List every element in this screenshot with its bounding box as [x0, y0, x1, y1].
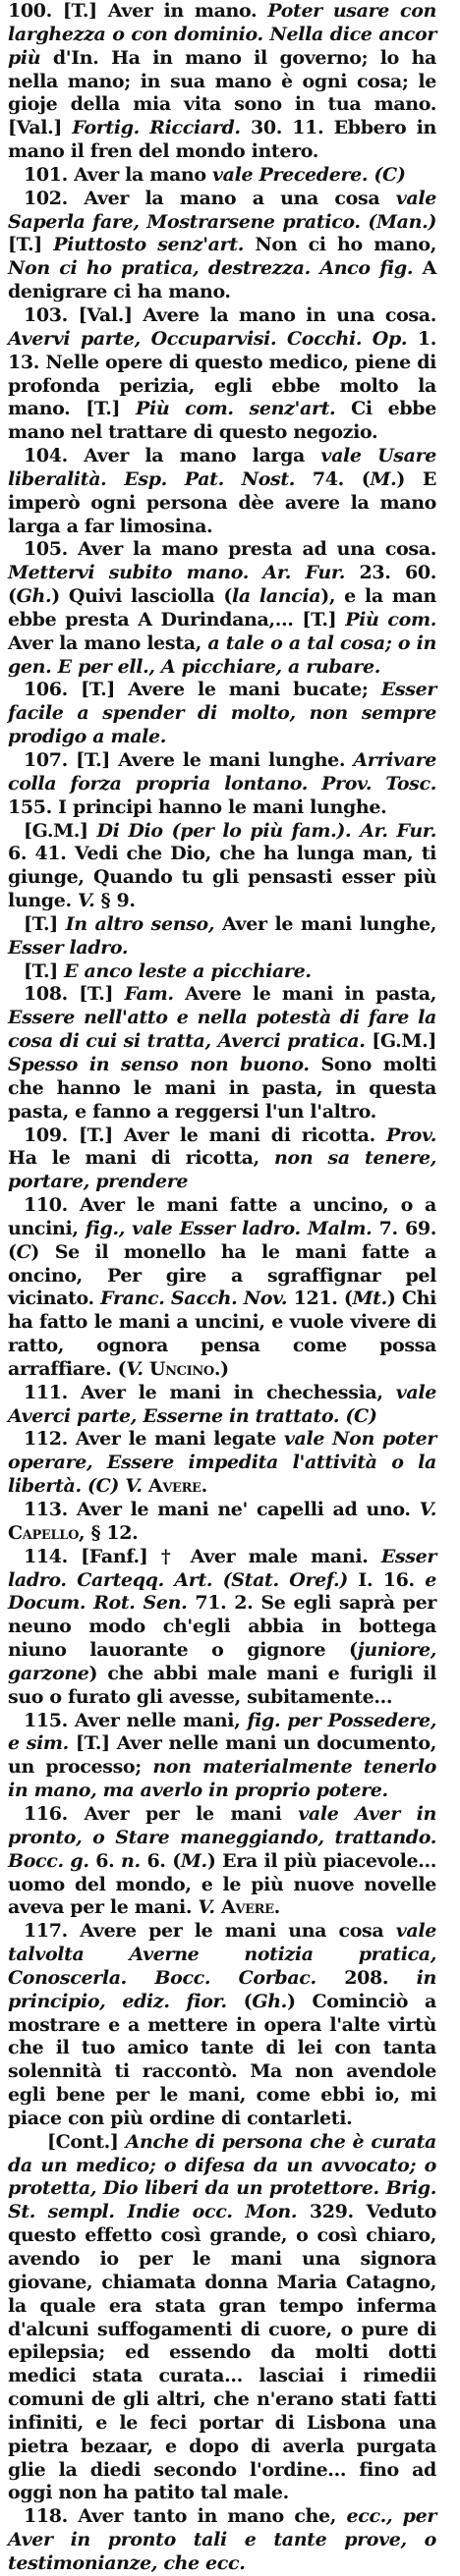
entry-text-run: 116. Aver per le mani — [24, 1802, 299, 1825]
entry-text-run: ( — [226, 1990, 253, 2012]
entry-text-run: Aver le mani lunghe, — [214, 912, 436, 935]
dictionary-entry — [8, 304, 436, 445]
entry-text-run: I. 16. — [347, 1568, 426, 1591]
entry-text-run: [T.] Aver nelle mani un documento, un processo; — [8, 1732, 436, 1779]
entry-text-run: 329. Veduto questo effetto così grande, o così chiaro, avendo io per le mani una signora giovane, chiamata donna Maria Catagno, la quale era stata gran tempo inferma d'alcuni suffogamenti di cuore, o pure di epilepsia; ed essendo da molti dotti medici stata curata... lasciai i rimedii comuni de gli altri, che n'erano stati fatti infiniti, e le feci portar di Lisbona una pietra bezaar, e dopo di averla purgata glie la diedi secondo l'ordine... fino ad oggi non ha patito tal male. — [8, 2201, 436, 2504]
entry-text-run: Sono molti che hanno le mani in pasta, in questa pasta, e fanno a reggersi l'un l'altro. — [8, 1053, 436, 1123]
entry-text-run: [T.] — [24, 959, 65, 982]
entry-text-run: 6. — [88, 1849, 122, 1872]
entry-text-run: 109. — [24, 1124, 80, 1146]
entry-text-run: 111. Aver le mani in chechessia, — [24, 1381, 396, 1403]
entry-text-run: 115. Aver nelle mani, — [24, 1709, 248, 1731]
entry-text-run: Non ci ho pratica, destrezza. Anco fig. — [8, 257, 414, 280]
entry-text-run: [T.] Aver le mani di ricotta. — [79, 1124, 387, 1146]
dictionary-entry — [8, 164, 436, 188]
entry-text-run: 106. — [24, 679, 82, 701]
entry-text-run: V. — [419, 1499, 436, 1520]
dictionary-entry — [8, 1382, 436, 1429]
entry-text-run: Aver la mano lesta, — [8, 631, 208, 654]
entry-text-run: V. — [198, 1896, 215, 1919]
entry-text-run: Poter usare con larghezza o con dominio. Nella dice ancor più — [8, 0, 437, 69]
entry-text-run: 102. Aver la mano a una cosa — [24, 187, 396, 209]
entry-text-run: ) Chi ha fatto le mani a uncini, e vuole vivere di ratto, ognora pensa come possa arraffiare. ( — [8, 1288, 436, 1380]
entry-text-run: [G.M.] — [365, 1030, 436, 1053]
entry-text-run: [T.] Aver in mano. — [62, 0, 268, 22]
entry-text-run: ), e la man ebbe presta A Durindana,... [T.] — [8, 585, 436, 630]
entry-text-run: Essere nell'atto e nella potestà di fare la cosa di cui si tratta, Averci pratica. — [8, 1007, 436, 1053]
entry-text-run: ) Era il più piacevole... uomo del mondo, e le più nuove novelle aveva per le mani. — [8, 1849, 436, 1919]
entry-text-run: vale Averci parte, Esserne in trattato. (C) — [8, 1381, 436, 1427]
dictionary-entry — [8, 820, 436, 913]
entry-text-run: 117. Avere per le mani una cosa — [24, 1920, 396, 1943]
entry-text-run: 155. I principi hanno le mani lunghe. — [8, 795, 387, 818]
dictionary-entry — [8, 0, 436, 164]
entry-text-run: [T.] Avere le mani bucate; — [81, 679, 381, 701]
entry-text-run: 112. Aver le mani legate — [24, 1428, 284, 1451]
entry-text-run: fig., vale Esser ladro. Malm. — [85, 1217, 373, 1239]
entry-text-run: Spesso in senso non buono. — [8, 1053, 310, 1075]
entry-text-run: [T.] Avere le mani lunghe. — [76, 749, 354, 771]
entry-text-run: [Cont.] — [47, 2130, 126, 2153]
entry-text-run: Avere. — [214, 1896, 280, 1919]
entry-text-run: ) Cominciò a mostrare e a mettere in opera l'alte virtù che il tuo amico tante di lei con tanta solennità ti raccontò. Ma non avendole egli bene per le mani, come ebbi io, mi piace con più ordine di contarleti. — [8, 1990, 437, 2129]
entry-text-run: 7. 69. ( — [8, 1217, 436, 1263]
entry-text-run: In altro senso, — [65, 912, 215, 935]
entry-text-run: 107. — [24, 749, 77, 771]
dictionary-entry — [8, 1194, 436, 1382]
entry-text-run: Mettervi subito mano. Ar. Fur. — [8, 562, 346, 584]
entry-text-run: Avervi parte, Occuparvisi. Cocchi. Op. — [8, 327, 408, 350]
dictionary-entry — [8, 1710, 436, 1803]
entry-text-run: ) Se il monello ha le mani fatte a oncino, Per gire a sgraffignar pel vicinato. — [8, 1240, 436, 1310]
entry-text-run: 6. 41. Vedi che Dio, che ha lunga man, ti giunge, Quando tu gli pensasti esser più lunge. — [8, 843, 436, 912]
entry-text-run: Uncino.) — [143, 1357, 229, 1380]
entry-text-run: 105. Aver la mano presta ad una cosa. — [24, 538, 436, 561]
entry-text-run: ) E imperò ogni persona dèe avere la mano larga a far limosina. — [8, 467, 436, 537]
entry-text-run: la lancia — [232, 585, 321, 608]
entry-text-run: V. — [125, 1475, 143, 1498]
entry-text-run: Esser facile a spender di molto, non sempre prodigo a male. — [8, 679, 436, 748]
dictionary-entry — [8, 188, 436, 304]
entry-text-run: in principio, ediz. fior. — [8, 1966, 436, 2012]
dictionary-entry — [8, 538, 436, 679]
entry-text-run: Gh. — [252, 1990, 287, 2012]
entry-text-run: 208. — [316, 1966, 417, 1989]
entry-text-run: 100. — [8, 0, 63, 22]
entry-text-run: vale talvolta Averne notizia pratica, Conoscerla. Bocc. Corbac. — [8, 1920, 436, 1989]
entry-text-run: Gh. — [16, 585, 52, 608]
entry-text-run: vale Non poter operare, Essere impedita l'attività o la libertà. (C) — [8, 1428, 436, 1498]
entry-text-run: 113. Aver le mani ne' capelli ad uno. — [24, 1499, 420, 1520]
entry-text-run: Prov. — [386, 1124, 436, 1146]
entry-text-run: Piuttosto senz'art. — [53, 234, 244, 256]
entry-text-run: ecc., per Aver in pronto tali e tante prove, o testimonianze, che ecc. — [8, 2505, 437, 2574]
entry-text-run: Anche di persona che è curata da un medico; o difesa da un avvocato; o protetta, Dio liberi da un protettore. Brig. St. sempl. Indie occ. Mon. — [8, 2130, 437, 2223]
dictionary-entry — [8, 1499, 436, 1546]
dictionary-entry — [8, 1546, 436, 1710]
entry-text-run: Più com. — [345, 608, 436, 630]
entry-text-run: a tale o a tal cosa; o in gen. E per ell., A picchiare, a rubare. — [8, 631, 436, 678]
dictionary-entry — [8, 445, 436, 538]
dictionary-entry — [8, 983, 436, 1124]
dictionary-entry — [8, 2131, 436, 2506]
entry-text-run: Fortig. Ricciard. — [72, 117, 241, 139]
dictionary-entry — [8, 913, 436, 960]
entry-text-run: 118. Aver tanto in mano che, — [24, 2505, 347, 2528]
dictionary-entry — [8, 749, 436, 820]
entry-text-run: Mt. — [352, 1288, 387, 1310]
entry-text-run: Fam. — [124, 983, 174, 1006]
entry-text-run: Ci ebbe mano nel trattare di questo negozio. — [8, 398, 436, 444]
entry-text-run: V. — [126, 1357, 144, 1380]
entry-text-run: Più com. senz'art. — [136, 398, 336, 420]
entry-text-run: d'In. Ha in mano il governo; lo ha nella mano; in sua mano è ogni cosa; le gioje della mia vita sono in tua mano. [Val.] — [8, 46, 436, 139]
entry-text-run: ) che abbi male mani e furigli il suo o furato gli avesse, subitamente... — [8, 1662, 436, 1708]
entry-text-run: 110. Aver le mani fatte a uncino, o a uncini, — [8, 1194, 436, 1239]
entry-text-run: Esser ladro. Carteqq. Art. (Stat. Oref.) — [8, 1545, 437, 1591]
entry-text-run: 23. 60. ( — [8, 562, 437, 608]
entry-text-run: [Val.] — [78, 303, 144, 326]
entry-text-run: [G.M.] — [24, 819, 97, 842]
entry-text-run: 1. 13. Nelle opere di questo medico, piene di profonda perizia, egli ebbe molto la mano. [T.] — [8, 327, 436, 420]
entry-text-run: 30. 11. Ebbero in mano il fren del mondo intero. — [8, 117, 436, 163]
dictionary-entry — [8, 960, 436, 984]
entry-text-run: 101. Aver la mano — [24, 163, 212, 186]
entry-text-run: Avere le mani in pasta, — [173, 983, 437, 1006]
entry-text-run: C — [16, 1240, 31, 1263]
entry-text-run: 104. Aver la mano larga — [24, 445, 321, 467]
entry-text-run: n. — [121, 1849, 141, 1872]
dictionary-entry — [8, 1428, 436, 1499]
dictionary-entry — [8, 679, 436, 749]
entry-text-run: 114. — [24, 1545, 82, 1567]
entry-text-run: 74. ( — [295, 467, 371, 490]
entry-text-run: 6. ( — [140, 1849, 181, 1872]
dictionary-entry — [8, 1124, 436, 1195]
entry-text-run: e Docum. Rot. Sen. — [8, 1568, 436, 1615]
entry-text-run: † Aver male mani. — [160, 1545, 381, 1567]
entry-text-run: fig. per Possedere, e sim. — [8, 1709, 436, 1755]
entry-text-run: Avere. — [142, 1475, 207, 1498]
entry-text-run: [T.] — [79, 983, 125, 1006]
entry-text-run: 103. — [24, 303, 79, 326]
entry-text-run: ) Quivi lasciolla ( — [51, 585, 233, 608]
entry-text-run: A denigrare ci ha mano. — [8, 257, 436, 303]
entry-text-run: [Fanf.] — [81, 1545, 161, 1567]
entry-text-run: § 12. — [90, 1521, 139, 1544]
entry-text-run: M. — [370, 467, 397, 490]
entry-text-run: non materialmente tenerlo in mano, ma averlo in proprio potere. — [8, 1756, 436, 1802]
entry-text-run: Non ci ho mano, — [243, 234, 436, 256]
entry-text-run: E anco leste a picchiare. — [64, 959, 312, 982]
entry-text-run: 71. 2. Se egli saprà per neuno modo ch'egli abbia in bottega niuno lauorante o gignore ( — [8, 1592, 436, 1662]
entry-text-run: Di Dio (per lo più fam.). Ar. Fur. — [96, 819, 436, 842]
entry-text-run: [T.] — [24, 912, 66, 935]
dictionary-entry — [8, 1920, 436, 2131]
entry-text-run: Esser ladro. — [8, 936, 129, 959]
entry-text-run: Capello, — [8, 1521, 91, 1544]
entry-text-run: Arrivare colla forza propria lontano. Prov. Tosc. — [8, 749, 436, 795]
dictionary-entry — [8, 2505, 436, 2576]
entry-text-run: 121. ( — [287, 1288, 353, 1310]
entry-text-run: vale Aver in pronto, o Stare maneggiando, trattando. Bocc. g. — [8, 1802, 436, 1872]
entry-text-run: non sa tenere, portare, prendere — [8, 1147, 436, 1193]
dictionary-entry — [8, 1803, 436, 1920]
entry-text-run: vale Usare liberalità. Esp. Pat. Nost. — [8, 445, 436, 490]
entry-text-run: V. — [78, 890, 95, 912]
entry-text-run: juniore, garzone — [8, 1639, 436, 1684]
entry-text-run: § 9. — [94, 890, 136, 912]
entry-text-run: [T.] — [8, 234, 54, 256]
entry-text-run: M. — [180, 1849, 207, 1872]
entry-text-run: Avere la mano in una cosa. — [143, 303, 436, 326]
entry-text-run: Ha le mani di ricotta, — [8, 1147, 275, 1170]
entry-text-run: vale Saperla fare, Mostrarsene pratico. (Man.) — [8, 187, 436, 233]
entry-text-run: vale Precedere. (C) — [211, 163, 406, 186]
entry-text-run: 108. — [24, 983, 80, 1006]
entry-text-run: Franc. Sacch. Nov. — [100, 1288, 288, 1310]
